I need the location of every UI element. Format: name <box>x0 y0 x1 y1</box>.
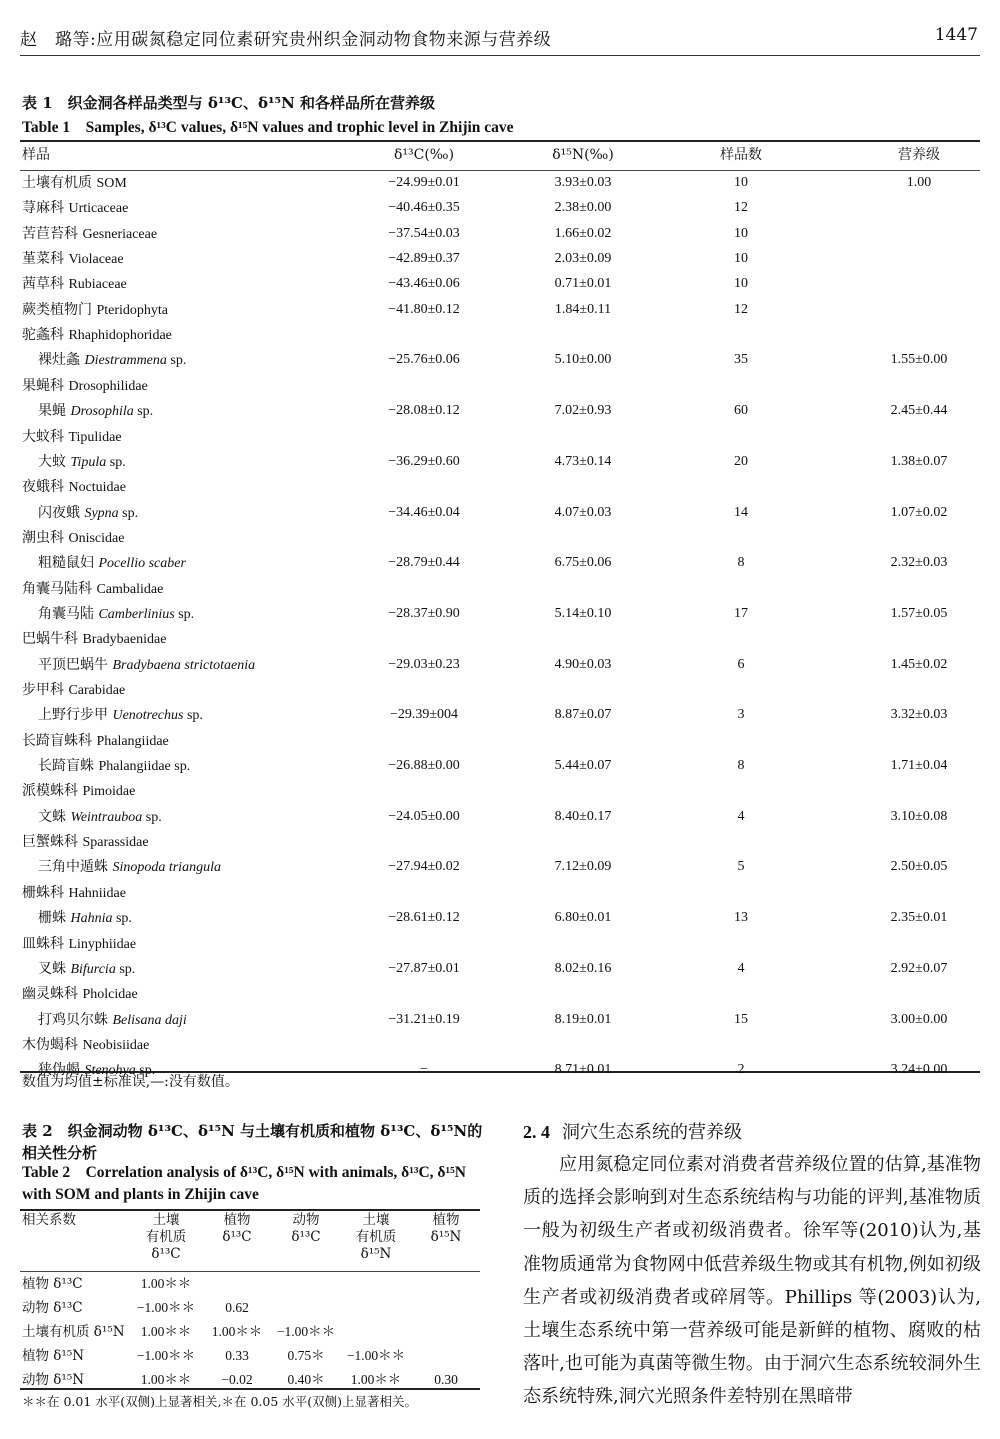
table1-row-name <box>22 834 149 851</box>
cell-n15: 2.03±0.09 <box>554 251 612 267</box>
species-latin: Urticaceae <box>68 201 129 217</box>
cell-n15: 1.84±0.11 <box>554 301 612 317</box>
cell-n15: 5.44±0.07 <box>554 758 612 774</box>
table2-cell: 0.33 <box>225 1348 249 1363</box>
cell-c13: −41.80±0.12 <box>388 301 460 317</box>
table1-row-name <box>22 581 163 598</box>
table1-row-name <box>38 1012 187 1029</box>
cell-c13: −28.79±0.44 <box>388 555 460 571</box>
cell-n15: 8.02±0.16 <box>554 960 612 976</box>
table1-top-rule <box>20 140 980 142</box>
species-latin: Neobisiidae <box>82 1037 150 1053</box>
species-suffix: sp. <box>183 708 203 724</box>
table2-cell: −1.00＊＊ <box>346 1348 406 1363</box>
table1-row-name <box>38 707 203 724</box>
species-cn: 幽灵蛛科 <box>22 986 83 1003</box>
table1-row-name <box>22 986 138 1003</box>
cell-c13: −28.37±0.90 <box>388 605 460 621</box>
species-cn: 果蝇 <box>38 403 71 420</box>
species-cn: 叉蛛 <box>38 960 71 977</box>
species-latin: Diestrammena <box>84 353 167 369</box>
species-latin: Rhaphidophoridae <box>68 328 172 344</box>
species-latin: Cambalidae <box>96 581 164 597</box>
table1-row-name <box>22 885 126 902</box>
species-latin: Pimoidae <box>82 784 136 800</box>
cell-count: 2 <box>737 1062 745 1078</box>
table1-header-cell: 营养级 <box>898 147 940 163</box>
table1-row-name <box>22 783 135 800</box>
table1-row-name <box>38 809 162 826</box>
species-cn: 果蝇科 <box>22 377 69 394</box>
species-cn: 巴蜗牛科 <box>22 631 83 648</box>
cell-trophic: 2.35±0.01 <box>890 910 948 926</box>
species-latin: Oniscidae <box>68 530 125 546</box>
cell-count: 60 <box>734 403 748 419</box>
cell-trophic: 3.32±0.03 <box>890 707 948 723</box>
species-latin: Tipula <box>70 454 107 470</box>
cell-n15: 8.40±0.17 <box>554 808 612 824</box>
species-latin: Bradybaena strictotaenia <box>112 657 256 673</box>
cell-c13: −43.46±0.06 <box>388 276 460 292</box>
table1-title-en: Table 1 Samples, δ¹³C values, δ¹⁵N values and trophic level in Zhijin cave <box>22 119 514 136</box>
species-cn: 打鸡贝尔蛛 <box>38 1011 113 1028</box>
table2-header-cell: 相关系数 <box>22 1212 76 1228</box>
cell-c13: −25.76±0.06 <box>388 352 460 368</box>
cell-count: 14 <box>734 504 748 520</box>
table1-row-name <box>22 327 172 344</box>
cell-c13: −31.21±0.19 <box>388 1011 460 1027</box>
table1-row-name <box>22 226 157 243</box>
species-suffix: sp. <box>106 454 126 470</box>
cell-count: 35 <box>734 352 748 368</box>
cell-c13: −29.03±0.23 <box>388 656 460 672</box>
species-cn: 闪夜蛾 <box>38 504 85 521</box>
table2-cell: 0.30 <box>434 1372 458 1387</box>
species-latin: Gesneriaceae <box>82 226 158 242</box>
cell-c13: −28.08±0.12 <box>388 403 460 419</box>
cell-trophic: 1.71±0.04 <box>890 758 948 774</box>
cell-n15: 7.12±0.09 <box>554 859 612 875</box>
cell-c13: − <box>420 1062 428 1078</box>
species-suffix: sp. <box>174 606 195 622</box>
cell-c13: −29.39±004 <box>389 707 459 723</box>
cell-n15: 7.02±0.93 <box>554 403 612 419</box>
cell-n15: 4.73±0.14 <box>554 453 612 469</box>
table1-row-name <box>38 910 132 927</box>
table1-row-name <box>38 454 126 471</box>
table1-title-cn: 表 1 织金洞各样品类型与 δ¹³C、δ¹⁵N 和各样品所在营养级 <box>22 94 436 112</box>
cell-trophic: 3.00±0.00 <box>890 1011 948 1027</box>
table1-row-name <box>22 302 168 319</box>
table2-cell: 1.00＊＊ <box>211 1324 263 1339</box>
cell-c13: −36.29±0.60 <box>388 453 460 469</box>
table1-row-name <box>22 682 125 699</box>
table2-cell: 0.62 <box>225 1300 249 1315</box>
species-latin: Hahniidae <box>68 885 126 901</box>
table2-header-cell: 植物 δ¹⁵N <box>430 1212 462 1245</box>
cell-c13: −24.05±0.00 <box>388 808 460 824</box>
cell-count: 8 <box>737 758 745 774</box>
table1-header-rule <box>20 170 980 171</box>
table1-row-name <box>22 936 136 953</box>
species-latin: Pholcidae <box>82 987 138 1003</box>
species-latin: Violaceae <box>68 252 124 268</box>
cell-count: 10 <box>734 276 748 292</box>
table2-row-label: 动物 δ¹⁵N <box>22 1372 85 1388</box>
species-latin: Weintrauboa <box>70 809 143 825</box>
species-latin: Phalangiidae <box>96 733 169 749</box>
species-latin: Phalangiidae sp. <box>98 759 191 775</box>
table1-row-name <box>38 505 138 522</box>
species-cn: 三角中遁蛛 <box>38 859 113 876</box>
table1-row-name <box>22 733 169 750</box>
cell-c13: −26.88±0.00 <box>388 758 460 774</box>
species-latin: Tipulidae <box>68 429 122 445</box>
cell-c13: −27.94±0.02 <box>388 859 460 875</box>
species-cn: 长踦盲蛛 <box>38 758 99 775</box>
cell-count: 6 <box>737 656 745 672</box>
cell-count: 10 <box>734 251 748 267</box>
table1-header-cell: 样品数 <box>720 147 762 163</box>
cell-count: 8 <box>737 555 745 571</box>
species-suffix: sp. <box>118 505 139 521</box>
cell-count: 12 <box>734 301 748 317</box>
species-latin: Bifurcia <box>70 961 116 977</box>
species-cn: 粗糙鼠妇 <box>38 555 99 572</box>
species-latin: Noctuidae <box>68 480 126 496</box>
table2-note: ＊＊在 0.01 水平(双侧)上显著相关,＊在 0.05 水平(双侧)上显著相关。 <box>22 1394 418 1409</box>
cell-trophic: 1.00 <box>906 175 932 190</box>
cell-trophic: 2.50±0.05 <box>890 859 948 875</box>
table2-cell: 0.75＊ <box>287 1348 325 1363</box>
cell-trophic: 1.55±0.00 <box>890 352 948 368</box>
species-cn: 派模蛛科 <box>22 783 83 800</box>
cell-n15: 8.71±0.01 <box>554 1062 612 1078</box>
header-rule <box>20 55 980 56</box>
section-paragraph <box>523 1148 981 1414</box>
cell-trophic: 2.45±0.44 <box>890 403 948 419</box>
cell-n15: 1.66±0.02 <box>554 225 612 241</box>
species-cn: 荨麻科 <box>22 200 69 217</box>
table2-row-label: 动物 δ¹³C <box>22 1300 83 1316</box>
table2-header-cell: 植物 δ¹³C <box>222 1212 252 1245</box>
cell-n15: 4.07±0.03 <box>554 504 612 520</box>
species-suffix: sp. <box>166 353 187 369</box>
table1-row-name <box>22 378 148 395</box>
table2-row-label: 植物 δ¹³C <box>22 1276 83 1292</box>
species-latin: Pocellio scaber <box>98 556 186 572</box>
species-cn: 狭伪蝎 <box>38 1062 85 1079</box>
species-cn: 茜草科 <box>22 276 69 293</box>
cell-count: 10 <box>734 175 748 190</box>
table2-title-en: Table 2 Correlation analysis of δ¹³C, δ¹⁵N with animals, δ¹³C, δ¹⁵N with SOM and plants in Zhijin cave <box>22 1164 466 1203</box>
table2-cell: 1.00＊＊ <box>350 1372 402 1387</box>
table2-title-cn: 表 2 织金洞动物 δ¹³C、δ¹⁵N 与土壤有机质和植物 δ¹³C、δ¹⁵N的相关性分析 <box>22 1122 483 1162</box>
species-latin: Sinopoda triangula <box>112 860 221 876</box>
cell-c13: −40.46±0.35 <box>388 200 460 216</box>
table1-row-name <box>38 606 194 623</box>
cell-trophic: 1.07±0.02 <box>890 504 948 520</box>
table2-cell: −0.02 <box>221 1372 253 1387</box>
species-cn: 驼螽科 <box>22 327 69 344</box>
cell-n15: 5.14±0.10 <box>554 605 612 621</box>
page-number: 1447 <box>934 25 978 45</box>
species-latin: Linyphiidae <box>68 936 137 952</box>
section-heading <box>523 1118 742 1144</box>
species-cn: 大蚊科 <box>22 428 69 445</box>
species-latin: Drosophila <box>70 404 134 420</box>
table1-row-name <box>38 859 221 876</box>
cell-c13: −42.89±0.37 <box>388 251 460 267</box>
table2-header-cell: 土壤 有机质 δ¹⁵N <box>355 1212 397 1262</box>
cell-count: 20 <box>734 453 748 469</box>
species-latin: Sparassidae <box>82 835 149 851</box>
cell-trophic: 1.38±0.07 <box>890 453 948 469</box>
table1-row-name <box>22 1037 149 1054</box>
paragraph-text: 应用氮稳定同位素对消费者营养级位置的估算,基准物质的选择会影响到对生态系统结构与功能的评判,基准物质一般为初级生产者或初级消费者。徐军等(2010)认为,基准物质通常为食物网中低营养级生物或其有机物,例如初级生产者或初级消费者或碎屑等。Phillips 等(2003)认为,土壤生态系统中第一营养级可能是新鲜的植物、腐败的枯落叶,也可能为真菌等微生物。由于洞穴生态系统较洞外生态系统特殊,洞穴光照条件差特别在黑暗带 <box>523 1154 981 1408</box>
cell-n15: 2.38±0.00 <box>554 200 612 216</box>
species-latin: Drosophilidae <box>68 378 148 394</box>
table1-row-name <box>22 200 128 217</box>
table2-cell: −1.00＊＊ <box>136 1300 196 1315</box>
species-cn: 巨蟹蛛科 <box>22 834 83 851</box>
species-cn: 角囊马陆 <box>38 605 99 622</box>
table1-row-name <box>22 429 122 446</box>
species-suffix: sp. <box>142 809 162 825</box>
cell-count: 13 <box>734 910 748 926</box>
cell-n15: 5.10±0.00 <box>554 352 612 368</box>
cell-count: 5 <box>737 859 745 875</box>
cell-count: 17 <box>734 605 748 621</box>
cell-n15: 8.19±0.01 <box>554 1011 612 1027</box>
cell-count: 3 <box>737 707 745 723</box>
cell-n15: 0.71±0.01 <box>554 276 612 292</box>
table2-bottom-rule <box>20 1388 480 1390</box>
table2-cell: 1.00＊＊ <box>140 1372 192 1387</box>
cell-trophic: 1.57±0.05 <box>890 605 948 621</box>
species-cn: 土壤有机质 <box>22 175 97 191</box>
cell-trophic: 2.92±0.07 <box>890 960 948 976</box>
cell-trophic: 1.45±0.02 <box>890 656 948 672</box>
table2-cell: 1.00＊＊ <box>140 1276 192 1291</box>
table1-row-name <box>22 251 124 268</box>
species-latin: Uenotrechus <box>112 708 184 724</box>
table1-row-name <box>38 555 186 572</box>
species-latin: Sypna <box>84 505 119 521</box>
table2-cell: −1.00＊＊ <box>136 1348 196 1363</box>
species-cn: 苦苣苔科 <box>22 225 83 242</box>
species-cn: 栅蛛 <box>38 910 71 927</box>
species-latin: Carabidae <box>68 683 126 698</box>
cell-count: 15 <box>734 1011 748 1027</box>
species-latin: Belisana daji <box>112 1012 187 1028</box>
species-cn: 平顶巴蜗牛 <box>38 656 113 673</box>
cell-n15: 4.90±0.03 <box>554 656 612 672</box>
species-latin: Stenohya <box>84 1063 136 1079</box>
section-title: 洞穴生态系统的营养级 <box>562 1122 742 1143</box>
table1-row-name <box>22 530 124 547</box>
table1-note: 数值为均值±标准误,—:没有数值。 <box>22 1074 239 1090</box>
running-header: 赵 璐等:应用碳氮稳定同位素研究贵州织金洞动物食物来源与营养级 <box>20 30 552 50</box>
species-latin: Bradybaenidae <box>82 632 167 648</box>
cell-c13: −28.61±0.12 <box>388 910 460 926</box>
table1-row-name <box>38 403 153 420</box>
species-cn: 潮虫科 <box>22 529 69 546</box>
cell-n15: 6.75±0.06 <box>554 555 612 571</box>
species-cn: 木伪蝎科 <box>22 1036 83 1053</box>
species-cn: 蕨类植物门 <box>22 301 97 318</box>
table1-row-name <box>38 352 186 369</box>
species-latin: Rubiaceae <box>68 277 127 293</box>
cell-c13: −37.54±0.03 <box>388 225 460 241</box>
species-suffix: sp. <box>112 911 132 927</box>
species-cn: 上野行步甲 <box>38 707 113 724</box>
species-cn: 角囊马陆科 <box>22 580 97 597</box>
table2-cell: 0.40＊ <box>287 1372 325 1387</box>
cell-trophic: 2.32±0.03 <box>890 555 948 571</box>
table2-cell: 1.00＊＊ <box>140 1324 192 1339</box>
section-number: 2. 4 <box>523 1122 550 1142</box>
species-latin: Pteridophyta <box>96 302 168 318</box>
species-cn: 长踦盲蛛科 <box>22 732 97 749</box>
table2-top-rule <box>20 1209 480 1211</box>
species-cn: 皿蛛科 <box>22 935 69 952</box>
species-latin: SOM <box>96 176 127 191</box>
table2-row-label: 土壤有机质 δ¹⁵N <box>22 1324 125 1340</box>
species-cn: 堇菜科 <box>22 251 69 268</box>
table1-row-name <box>22 276 127 293</box>
species-cn: 步甲科 <box>22 682 69 698</box>
cell-trophic: 3.10±0.08 <box>890 808 948 824</box>
table2-header-cell: 土壤 有机质 δ¹³C <box>145 1212 187 1262</box>
cell-count: 4 <box>737 960 745 976</box>
cell-count: 12 <box>734 200 748 216</box>
species-suffix: sp. <box>133 404 154 420</box>
cell-count: 10 <box>734 225 748 241</box>
cell-count: 4 <box>737 808 745 824</box>
species-latin: Hahnia <box>70 911 113 927</box>
table1-header-cell: 样品 <box>22 147 50 163</box>
species-cn: 夜蛾科 <box>22 479 69 496</box>
species-suffix: sp. <box>115 961 136 977</box>
table2-cell: −1.00＊＊ <box>276 1324 336 1339</box>
cell-n15: 3.93±0.03 <box>554 175 612 190</box>
table1-row-name <box>22 631 166 648</box>
cell-trophic: 3.24±0.00 <box>890 1062 948 1078</box>
species-latin: Camberlinius <box>98 606 175 622</box>
table1-row-name <box>22 479 126 496</box>
species-cn: 文蛛 <box>38 808 71 825</box>
table2-header-cell: 动物 δ¹³C <box>291 1212 321 1245</box>
cell-c13: −24.99±0.01 <box>388 175 460 190</box>
cell-n15: 6.80±0.01 <box>554 910 612 926</box>
species-cn: 栅蛛科 <box>22 884 69 901</box>
species-suffix: sp. <box>135 1063 156 1079</box>
table1-row-name <box>38 758 190 775</box>
species-cn: 大蚊 <box>38 453 71 470</box>
table1-row-name <box>22 175 127 192</box>
cell-c13: −27.87±0.01 <box>388 960 460 976</box>
species-cn: 裸灶螽 <box>38 352 85 369</box>
table1-row-name <box>38 657 255 674</box>
table2-header-rule <box>20 1271 480 1272</box>
cell-c13: −34.46±0.04 <box>388 504 460 520</box>
table2-row-label: 植物 δ¹⁵N <box>22 1348 85 1364</box>
table1-header-cell: δ¹³C(‰) <box>393 147 455 163</box>
cell-n15: 8.87±0.07 <box>554 707 612 723</box>
table1-row-name <box>38 961 135 978</box>
table1-header-cell: δ¹⁵N(‰) <box>552 147 614 163</box>
